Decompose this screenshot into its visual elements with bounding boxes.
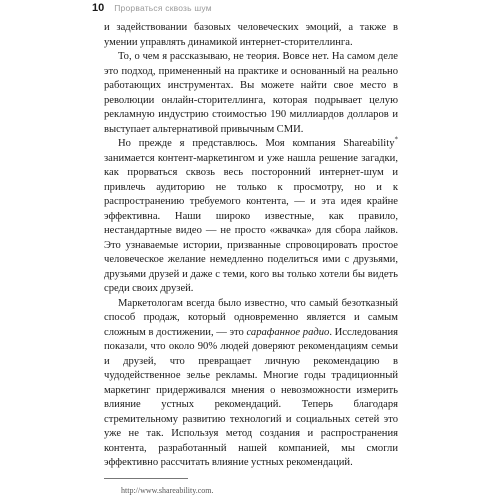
paragraph [104,21,398,50]
page-number: 10 [92,2,105,14]
paragraph-text: и задействовании базовых человеческих эмоций, а также в умении управлять динамикой интернет-сторителлинга. [104,22,398,48]
footnote-text: http://www.shareability.com. [121,486,214,495]
paragraph-text: Но прежде я представлюсь. Моя компания Shareability [118,138,395,149]
paragraph-text: . Исследования показали, что около 90% людей доверяют рекомендациям семьи и друзей, что превращает личную рекомендацию в чудодейственное зелье рекламы. Многие годы традиционный маркетинг придерживался мнения о невозможности измерить влияние устных рекомендаций. Теперь благодаря стремительному развитию технологий и социальных сетей это уже не так. Используя метод создания и распространения контента, разработанный нашей компанией, мы смогли эффективно рассчитать влияние устных рекомендаций. [104,326,398,468]
page-header [92,0,212,16]
paragraph [104,297,398,471]
emphasis-text: сарафанное радио [246,326,330,338]
paragraph [104,50,398,137]
paragraph [104,137,398,297]
footnote [121,486,214,495]
footnote-divider [104,478,188,479]
paragraph-text: То, о чем я рассказываю, не теория. Вовсе нет. На самом деле это подход, примененный на практике и основанный на реально работающих инструментах. Вы можете найти свое место в революции онлайн-сторителлинга, которая подрывает целую рекламную индустрию стоимостью 190 миллиардов долларов и выступает альтернативой привычным СМИ. [104,51,398,135]
footnote-marker: * [394,135,398,144]
body-text [104,21,398,471]
paragraph-text: Маркетологам всегда было известно, что самый безотказный способ продаж, который одновременно является и самым сложным в достижении, — это [104,297,398,338]
running-title: Прорваться сквозь шум [114,3,212,13]
paragraph-text: занимается контент-маркетингом и уже нашла решение загадки, как прорваться сквозь весь посторонний интернет-шум и привлечь аудиторию не только к просмотру, но и к распространению требуемого контента, — и эта идея крайне эффективна. Наши широко известные, как правило, нестандартные видео — не просто «жвачка» для сбора лайков. Это узнаваемые истории, призванные спровоцировать простое человеческое желание немедленно поделиться ими с друзьями, друзьями друзей и даже с теми, кого вы только хотели бы видеть среди своих друзей. [104,152,398,294]
